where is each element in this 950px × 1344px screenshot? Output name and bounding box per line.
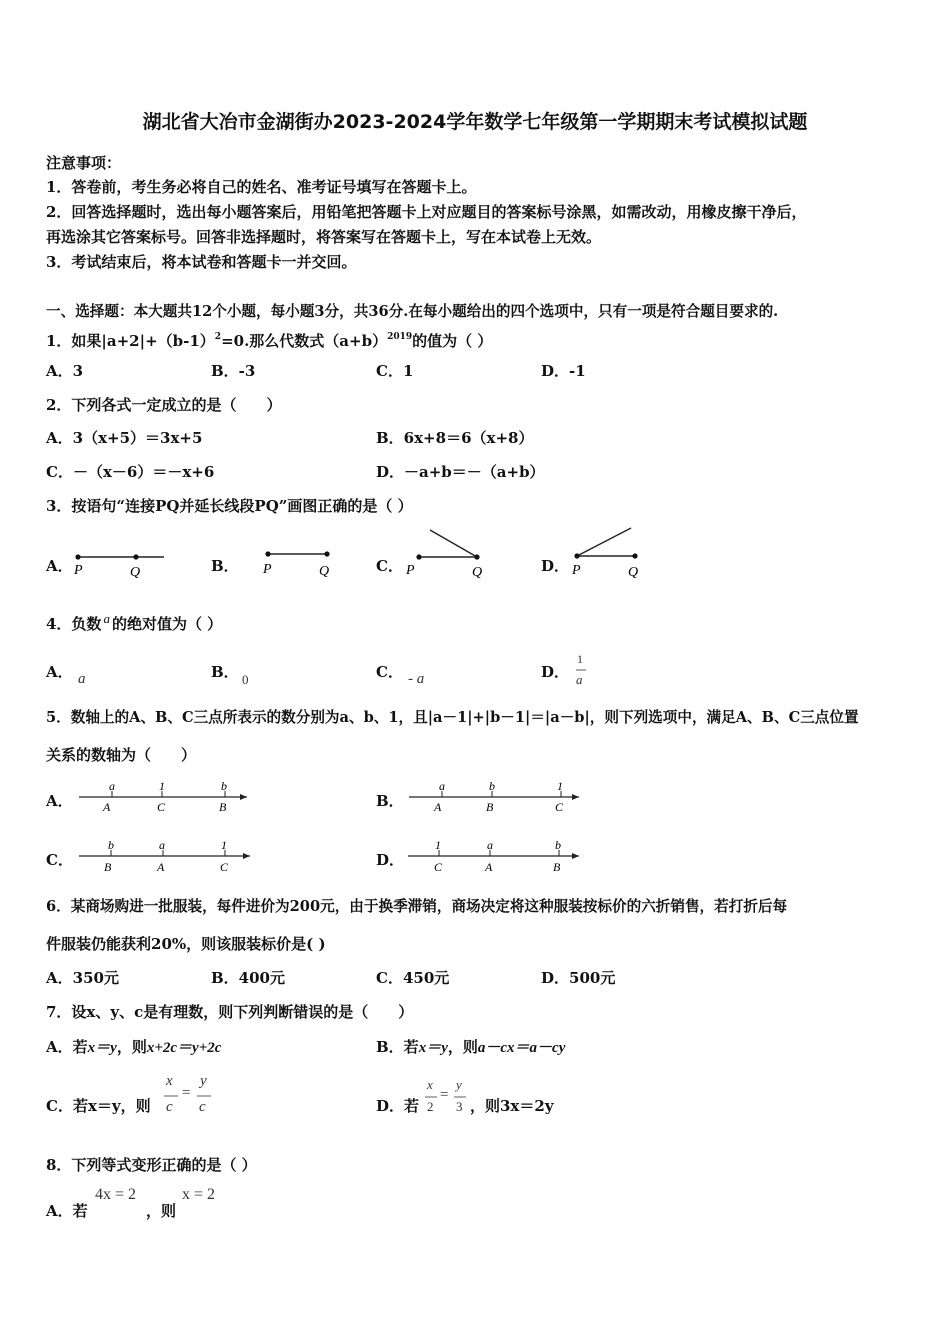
- q5b-bottom-3: C: [555, 800, 564, 814]
- q2-option-a[interactable]: A．3（x+5）＝3x+5: [46, 429, 203, 447]
- q7-c-num-2: y: [200, 1073, 207, 1089]
- q1-option-a[interactable]: A．3: [46, 362, 84, 380]
- q7-b-eq: x＝y: [418, 1040, 448, 1056]
- q1-sup-2019: 2019: [387, 332, 413, 342]
- q5a-top-1: a: [109, 779, 115, 793]
- q5d-bottom-3: B: [553, 860, 561, 874]
- q5a-bottom-2: C: [157, 800, 166, 814]
- q5c-bottom-1: B: [104, 860, 112, 874]
- q3d-label-q: Q: [628, 565, 639, 580]
- q7-option-d[interactable]: D．若: [376, 1097, 420, 1115]
- q3b-label-p: P: [263, 562, 272, 577]
- q2-option-c[interactable]: C．－（x－6）＝－x+6: [46, 463, 215, 481]
- q3-option-a[interactable]: A．: [46, 557, 73, 575]
- q4-var-a: a: [103, 611, 110, 626]
- q5b-bottom-1: A: [434, 800, 442, 814]
- q5b-bottom-2: B: [486, 800, 494, 814]
- q7-d-post: ，则3x＝2y: [470, 1097, 554, 1115]
- q1-stem-b: =0.那么代数式（a+b）: [221, 332, 388, 350]
- q5d-top-1: 1: [435, 838, 441, 852]
- q5d-bottom-2: A: [485, 860, 493, 874]
- q5c-bottom-2: A: [157, 860, 165, 874]
- q5c-top-3: 1: [221, 838, 227, 852]
- q5-stem-line2: 关系的数轴为（ ）: [46, 746, 197, 764]
- q5c-bottom-3: C: [220, 860, 229, 874]
- q4-option-b[interactable]: B．: [211, 663, 239, 681]
- q7-a-pre: A．若: [46, 1038, 88, 1056]
- q3-figure-d: [571, 528, 638, 580]
- q5b-top-1: a: [439, 779, 445, 793]
- q5b-top-3: 1: [557, 779, 563, 793]
- q4-stem-a: 4．负数: [46, 615, 102, 633]
- q3c-label-p: P: [406, 563, 415, 578]
- q3d-label-p: P: [572, 563, 581, 578]
- q5-axis-c: [79, 838, 250, 874]
- q2-option-d[interactable]: D．－a+b＝－（a+b）: [376, 463, 545, 481]
- q5c-top-2: a: [159, 838, 165, 852]
- q7-c-den-1: c: [166, 1099, 173, 1115]
- q5-option-c[interactable]: C．: [46, 851, 73, 869]
- q7-a-post: ，则: [116, 1038, 147, 1056]
- q5-axis-a: [79, 779, 247, 814]
- q3c-label-q: Q: [472, 565, 483, 580]
- q4-option-b-value: 0: [242, 672, 249, 687]
- q7-option-c[interactable]: C．若x＝y，则: [46, 1097, 151, 1115]
- q5-axis-b: [409, 779, 579, 814]
- q8-stem: 8．下列等式变形正确的是（ ）: [46, 1156, 257, 1174]
- q3-option-c[interactable]: C．: [376, 557, 403, 575]
- q3-figure-c: [405, 530, 482, 580]
- q6-option-c[interactable]: C．450元: [376, 969, 450, 987]
- page-title: 湖北省大冶市金湖街办2023-2024学年数学七年级第一学期期末考试模拟试题: [142, 111, 808, 133]
- q5c-top-1: b: [108, 838, 114, 852]
- q5d-top-2: a: [487, 838, 493, 852]
- q1-option-d[interactable]: D．-1: [541, 362, 586, 380]
- q3-option-d[interactable]: D．: [541, 557, 570, 575]
- q5a-top-3: b: [221, 779, 227, 793]
- q6-option-a[interactable]: A．350元: [46, 969, 119, 987]
- q3-figure-a: [73, 554, 164, 580]
- section-heading: 一、选择题：本大题共12个小题，每小题3分，共36分.在每小题给出的四个选项中，只有一项是符合题目要求的.: [46, 303, 779, 320]
- q5a-bottom-3: B: [219, 800, 227, 814]
- q7-b-pre: B．若: [376, 1038, 419, 1056]
- q8-a-mid: ，则: [146, 1202, 177, 1220]
- q7-d-den-2: 3: [456, 1099, 463, 1114]
- q4-option-a-value: a: [78, 671, 86, 687]
- q4-option-d-numerator: 1: [577, 652, 583, 666]
- q7-stem: 7．设x、y、c是有理数，则下列判断错误的是（ ）: [46, 1003, 414, 1021]
- q1-sup-2: 2: [214, 332, 222, 342]
- note-2b: 再选涂其它答案标号。回答非选择题时，将答案写在答题卡上，写在本试卷上无效。: [46, 228, 602, 246]
- q3-option-b[interactable]: B．: [211, 557, 239, 575]
- q2-stem: 2．下列各式一定成立的是（ ）: [46, 396, 282, 414]
- q5-stem-line1: 5．数轴上的A、B、C三点所表示的数分别为a、b、1，且|a－1|+|b－1|＝|a－b|，则下列选项中，满足A、B、C三点位置: [46, 709, 859, 726]
- q3-figure-b: [262, 551, 330, 579]
- q3-stem: 3．按语句“连接PQ并延长线段PQ”画图正确的是（ ）: [46, 497, 413, 515]
- q4-option-d-denominator: a: [576, 672, 583, 687]
- q6-stem-line1: 6．某商场购进一批服装，每件进价为200元，由于换季滞销，商场决定将这种服装按标价的六折销售，若打折后每: [46, 898, 788, 915]
- q6-stem-line2: 件服装仍能获利20%，则该服装标价是( ): [46, 935, 326, 953]
- q7-c-den-2: c: [199, 1099, 206, 1115]
- q7-b-result: a－cx＝a－cy: [477, 1040, 566, 1056]
- q7-c-num-1: x: [166, 1073, 173, 1089]
- q7-option-a[interactable]: [46, 1038, 221, 1057]
- q5a-bottom-1: A: [103, 800, 111, 814]
- notes-heading: 注意事项：: [46, 154, 122, 172]
- q1-stem-c: 的值为（ ）: [412, 332, 493, 350]
- q6-option-b[interactable]: B．400元: [211, 969, 285, 987]
- q5d-top-3: b: [555, 838, 561, 852]
- q5-axis-d: [408, 838, 579, 874]
- q7-d-num-2: y: [456, 1077, 462, 1092]
- q7-b-post: ，则: [447, 1038, 478, 1056]
- q5-option-b[interactable]: B．: [376, 792, 404, 810]
- q8-a-expr-1: 4x = 2: [95, 1186, 137, 1203]
- q4-stem-b: 的绝对值为（ ）: [111, 615, 223, 633]
- q4-option-a[interactable]: A．: [46, 663, 73, 681]
- q4-stem: [46, 611, 223, 634]
- q1-stem-a: 1．如果|a+2|+（b-1）: [46, 332, 215, 350]
- note-1: 1．答卷前，考生务必将自己的姓名、准考证号填写在答题卡上。: [46, 178, 477, 196]
- q7-d-equals: =: [440, 1087, 449, 1103]
- q7-option-b[interactable]: [376, 1038, 565, 1057]
- q8-a-expr-2: x = 2: [182, 1186, 216, 1203]
- q5b-top-2: b: [489, 779, 495, 793]
- q7-d-num-1: x: [427, 1077, 433, 1092]
- q4-option-c-value: - a: [408, 671, 425, 687]
- q5a-top-2: 1: [159, 779, 165, 793]
- q7-d-den-1: 2: [427, 1099, 434, 1114]
- q3b-label-q: Q: [319, 564, 330, 579]
- q3a-label-p: P: [74, 563, 83, 578]
- q7-a-eq: x＝y: [87, 1040, 117, 1056]
- q5-option-a[interactable]: A．: [46, 792, 73, 810]
- q6-option-d[interactable]: D．500元: [541, 969, 616, 987]
- q3a-label-q: Q: [130, 565, 141, 580]
- note-2a: 2．回答选择题时，选出每小题答案后，用铅笔把答题卡上对应题目的答案标号涂黑，如需改动，用橡皮擦干净后，: [46, 203, 807, 221]
- q1-option-b[interactable]: B．-3: [211, 362, 256, 380]
- q5d-bottom-1: C: [434, 860, 443, 874]
- q1-option-c[interactable]: C．1: [376, 362, 414, 380]
- note-3: 3．考试结束后，将本试卷和答题卡一并交回。: [46, 253, 357, 271]
- q4-option-d[interactable]: D．: [541, 663, 570, 681]
- q4-option-c[interactable]: C．: [376, 663, 403, 681]
- q8-option-a[interactable]: A．若: [46, 1202, 88, 1220]
- q7-a-result: x+2c＝y+2c: [146, 1040, 222, 1056]
- q5-option-d[interactable]: D．: [376, 851, 405, 869]
- q7-c-equals: =: [182, 1085, 191, 1101]
- q2-option-b[interactable]: B．6x+8＝6（x+8）: [376, 429, 534, 447]
